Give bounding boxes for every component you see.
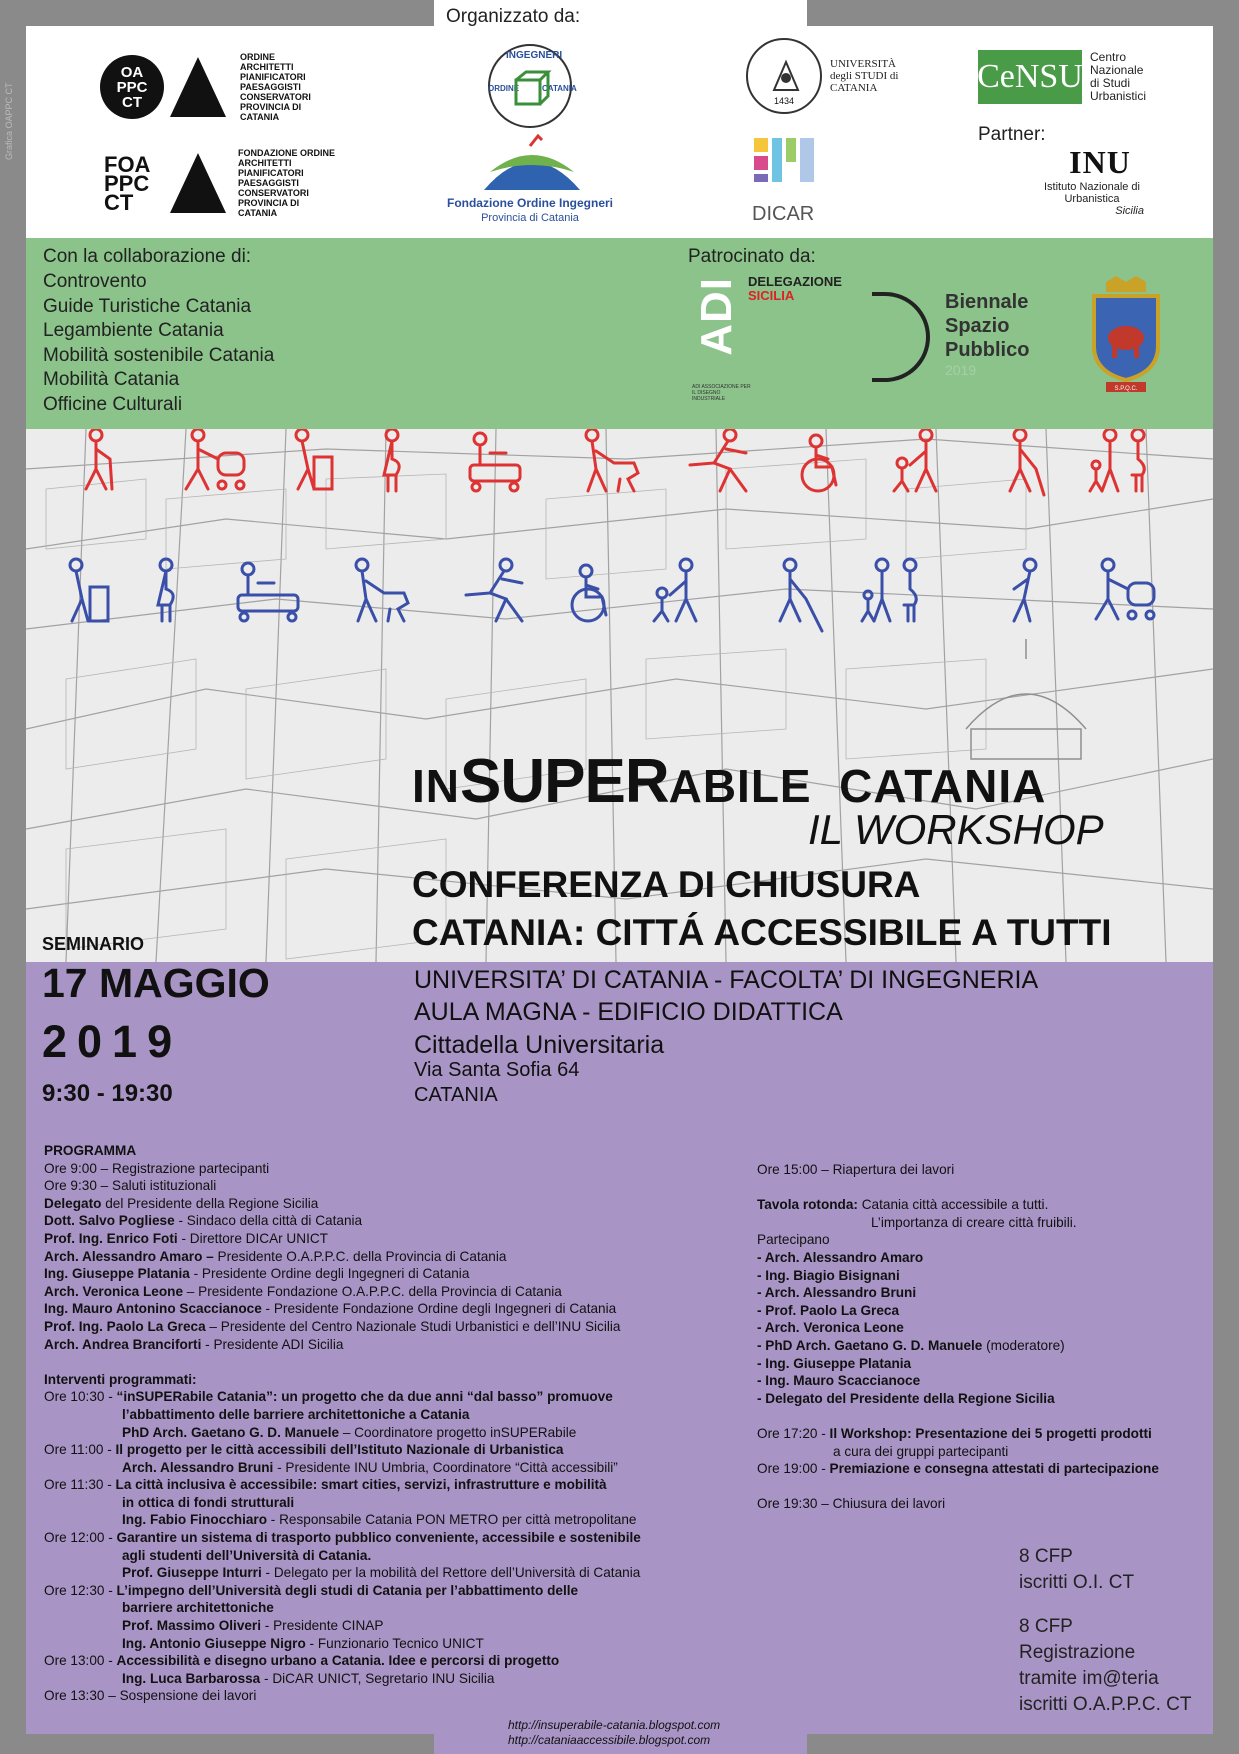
program-line: Ore 12:30 - L’impegno dell’Università degli studi di Catania per l’abbattimento delle [44,1582,579,1598]
program-line: Prof. Massimo Oliveri - Presidente CINAP [122,1618,384,1634]
oappc-logo [100,52,324,122]
oappc-triangle-icon [170,57,226,117]
program-line: Ore 13:00 - Accessibilità e disegno urbano a Catania. Idee e percorsi di progetto [44,1653,560,1669]
adi-delegation: DELEGAZIONE SICILIA [748,274,842,303]
dicar-squares-icon [752,136,818,198]
fondazione-ingegneri-sub: Provincia di Catania [481,212,579,224]
collab-item: Legambiente Catania [43,320,224,341]
program-line: - Delegato del Presidente della Regione Sicilia [757,1390,1055,1406]
graphic-credit: Grafica OAPPC CT [4,82,14,160]
inu-text: Istituto Nazionale di Urbanistica [1044,181,1140,205]
collab-item: Officine Culturali [43,393,183,415]
program-line: Ore 9:00 – Registrazione partecipanti [44,1160,270,1176]
program-line: l’abbattimento delle barriere architettoniche a Catania [122,1406,470,1422]
collab-item: Mobilità sostenibile Catania [43,344,275,366]
fondazione-ingegneri-name: Fondazione Ordine Ingegneri [446,196,613,210]
foappc-text: FONDAZIONE ORDINE ARCHITETTI PIANIFICATORI PAESAGGISTI CONSERVATORI PROVINCIA DI CATANIA [238,148,336,218]
unict-logo [746,38,910,114]
inu-logo [1044,144,1144,217]
patronage-label: Patrocinato da: [688,246,816,267]
venue-line: Cittadella Universitaria [414,1031,665,1059]
foappc-triangle-icon [170,153,226,213]
program-spacer [757,1478,1217,1496]
collaboration-label: Con la collaborazione di: [43,246,252,267]
unict-seal-icon: 1434 [746,38,822,114]
program-spacer [44,1353,724,1371]
adi-wordmark: ADI [692,277,741,356]
program-line: Arch. Veronica Leone – Presidente Fondazione O.A.P.P.C. della Provincia di Catania [44,1283,562,1299]
program-line: a cura dei gruppi partecipanti [833,1443,1009,1459]
program-line: barriere architettoniche [122,1600,274,1616]
program-line: Partecipano [757,1232,830,1248]
program-line: Ore 19:30 – Chiusura dei lavori [757,1496,946,1512]
partner-label: Partner: [978,124,1046,145]
program-line: - PhD Arch. Gaetano G. D. Manuele (moderatore) [757,1337,1065,1353]
frame-bottom-right [807,1734,1213,1754]
frame-left [0,0,26,1754]
cfp-architects: 8 CFP Registrazione tramite im@teria iscritti O.A.P.P.C. CT [1019,1616,1192,1715]
accessible-city-title: CATANIA: CITTÁ ACCESSIBILE A TUTTI [412,912,1112,953]
program-line: Ore 15:00 – Riapertura dei lavori [757,1162,955,1177]
program-line: Prof. Ing. Paolo La Greca – Presidente del Centro Nazionale Studi Urbanistici e dell’INU Sicilia [44,1318,621,1334]
organized-by-label: Organizzato da: [446,6,581,27]
conference-title: CONFERENZA DI CHIUSURA [412,864,921,905]
program-line: agli studenti dell’Università di Catania. [122,1547,372,1563]
event-hours: 9:30 - 19:30 [42,1080,173,1107]
program-line: Ing. Antonio Giuseppe Nigro - Funzionario Tecnico UNICT [122,1635,484,1651]
spqc-label: S.P.Q.C. [1114,386,1138,392]
program-line: Dott. Salvo Pogliese - Sindaco della città di Catania [44,1213,363,1229]
blog-links [508,1718,720,1748]
blog-link[interactable]: http://cataniaaccessibile.blogspot.com [508,1733,711,1747]
unict-text: UNIVERSITÀ degli STUDI di CATANIA [830,58,899,94]
venue-line: AULA MAGNA - EDIFICIO DIDATTICA [414,998,843,1026]
program-line: Ore 11:30 - La città inclusiva è accessibile: smart cities, servizi, infrastrutture e mobilità [44,1477,607,1493]
program-line: - Arch. Veronica Leone [757,1320,904,1336]
venue-address: Via Santa Sofia 64 [414,1059,580,1081]
program-spacer [757,1407,1217,1425]
dicar-logo [752,136,818,226]
program-spacer [757,1179,1217,1197]
program-line: Arch. Andrea Branciforti - Presidente ADI Sicilia [44,1336,344,1352]
program-line: Delegato del Presidente della Regione Sicilia [44,1195,319,1211]
collab-item: Guide Turistiche Catania [43,295,252,317]
fondazione-ingegneri-mountain-icon [480,132,584,197]
program-line: - Ing. Biagio Bisignani [757,1267,900,1283]
program-line: PROGRAMMA [44,1143,137,1158]
frame-top-right [807,0,1213,26]
blog-link[interactable]: http://insuperabile-catania.blogspot.com [508,1718,721,1732]
catania-coat-of-arms-icon [1086,276,1166,394]
program-line: - Prof. Paolo La Greca [757,1302,900,1318]
oappc-badge: OA PPC CT [100,55,164,119]
program-line: Prof. Giuseppe Inturri - Delegato per la mobilità del Rettore dell’Università di Catania [122,1565,641,1581]
oappc-text: ORDINE ARCHITETTI PIANIFICATORI PAESAGGISTI CONSERVATORI PROVINCIA DI CATANIA [240,52,311,122]
main-title: INSUPERABILE CATANIA [412,747,1047,816]
program-line: - Arch. Alessandro Bruni [757,1285,917,1301]
ordine-ingegneri-logo [488,44,577,128]
collab-item: Controvento [43,271,147,292]
program-line: - Arch. Alessandro Amaro [757,1249,924,1265]
censu-badge: CeNSU [978,50,1082,104]
program-line: Ore 12:00 - Garantire un sistema di trasporto pubblico conveniente, accessibile e sostenibile [44,1530,641,1546]
venue-city: CATANIA [414,1084,498,1106]
censu-text: Centro Nazionale di Studi Urbanistici [1090,50,1147,103]
program-line: - Ing. Mauro Scaccianoce [757,1373,921,1389]
event-date: 17 MAGGIO [42,960,270,1006]
cube-icon [512,70,552,110]
venue-line: UNIVERSITA’ DI CATANIA - FACOLTA’ DI INGEGNERIA [414,966,1039,994]
program-right-column [757,1161,1217,1513]
frame-bottom-left [26,1734,434,1754]
program-line: Ing. Luca Barbarossa - DiCAR UNICT, Segretario INU Sicilia [122,1670,495,1686]
inu-region: Sicilia [1115,205,1144,217]
program-line: Ore 11:00 - Il progetto per le città accessibili dell’Istituto Nazionale di Urbanistica [44,1442,564,1458]
program-line: Ing. Fabio Finocchiaro - Responsabile Catania PON METRO per città metropolitane [122,1512,637,1528]
program-line: Tavola rotonda: Catania città accessibile a tutti. [757,1197,1049,1213]
censu-logo [978,50,1156,104]
program-line: Ing. Mauro Antonino Scaccianoce - Presidente Fondazione Ordine degli Ingegneri di Catania [44,1301,617,1317]
program-line: Ore 17:20 - Il Workshop: Presentazione dei 5 progetti prodotti [757,1425,1152,1441]
program-line: Interventi programmati: [44,1371,197,1387]
program-line: PhD Arch. Gaetano G. D. Manuele – Coordinatore progetto inSUPERabile [122,1424,577,1440]
adi-small-text: ADI ASSOCIAZIONE PER IL DISEGNO INDUSTRIALE [692,384,751,402]
event-type: SEMINARIO [42,934,145,954]
biennale-text: Biennale Spazio Pubblico 2019 [945,291,1030,378]
foappc-logo [104,148,338,218]
program-line: Ore 13:30 – Sospensione dei lavori [44,1688,257,1704]
cfp-engineers: 8 CFP iscritti O.I. CT [1019,1546,1135,1593]
program-line: - Ing. Giuseppe Platania [757,1355,912,1371]
program-line: Prof. Ing. Enrico Foti - Direttore DICAr UNICT [44,1230,328,1246]
program-line: Arch. Alessandro Amaro – Presidente O.A.P.P.C. della Provincia di Catania [44,1248,507,1264]
inu-wordmark: INU [1069,144,1131,180]
ordine-ingegneri-seal: INGEGNERI ORDINE CATANIA [488,44,572,128]
event-year: 2019 [42,1016,183,1067]
dicar-text: DICAR [752,203,815,225]
foappc-badge: FOA PPC CT [104,151,150,215]
workshop-subtitle: IL WORKSHOP [808,806,1104,853]
collaboration-list [43,270,274,417]
program-line: Ore 9:30 – Saluti istituzionali [44,1178,217,1194]
program-left-column [44,1142,724,1705]
program-line: L’importanza di creare città fruibili. [871,1214,1077,1230]
program-line: Arch. Alessandro Bruni - Presidente INU Umbria, Coordinatore “Città accessibili” [122,1459,618,1475]
program-line: in ottica di fondi strutturali [122,1494,295,1510]
frame-top-left [26,0,434,26]
collab-item: Mobilità Catania [43,369,180,390]
program-line: Ore 19:00 - Premiazione e consegna attestati di partecipazione [757,1461,1159,1477]
program-line: Ore 10:30 - “inSUPERabile Catania”: un progetto che da due anni “dal basso” promuove [44,1389,613,1405]
program-line: Ing. Giuseppe Platania - Presidente Ordine degli Ingegneri di Catania [44,1266,470,1282]
